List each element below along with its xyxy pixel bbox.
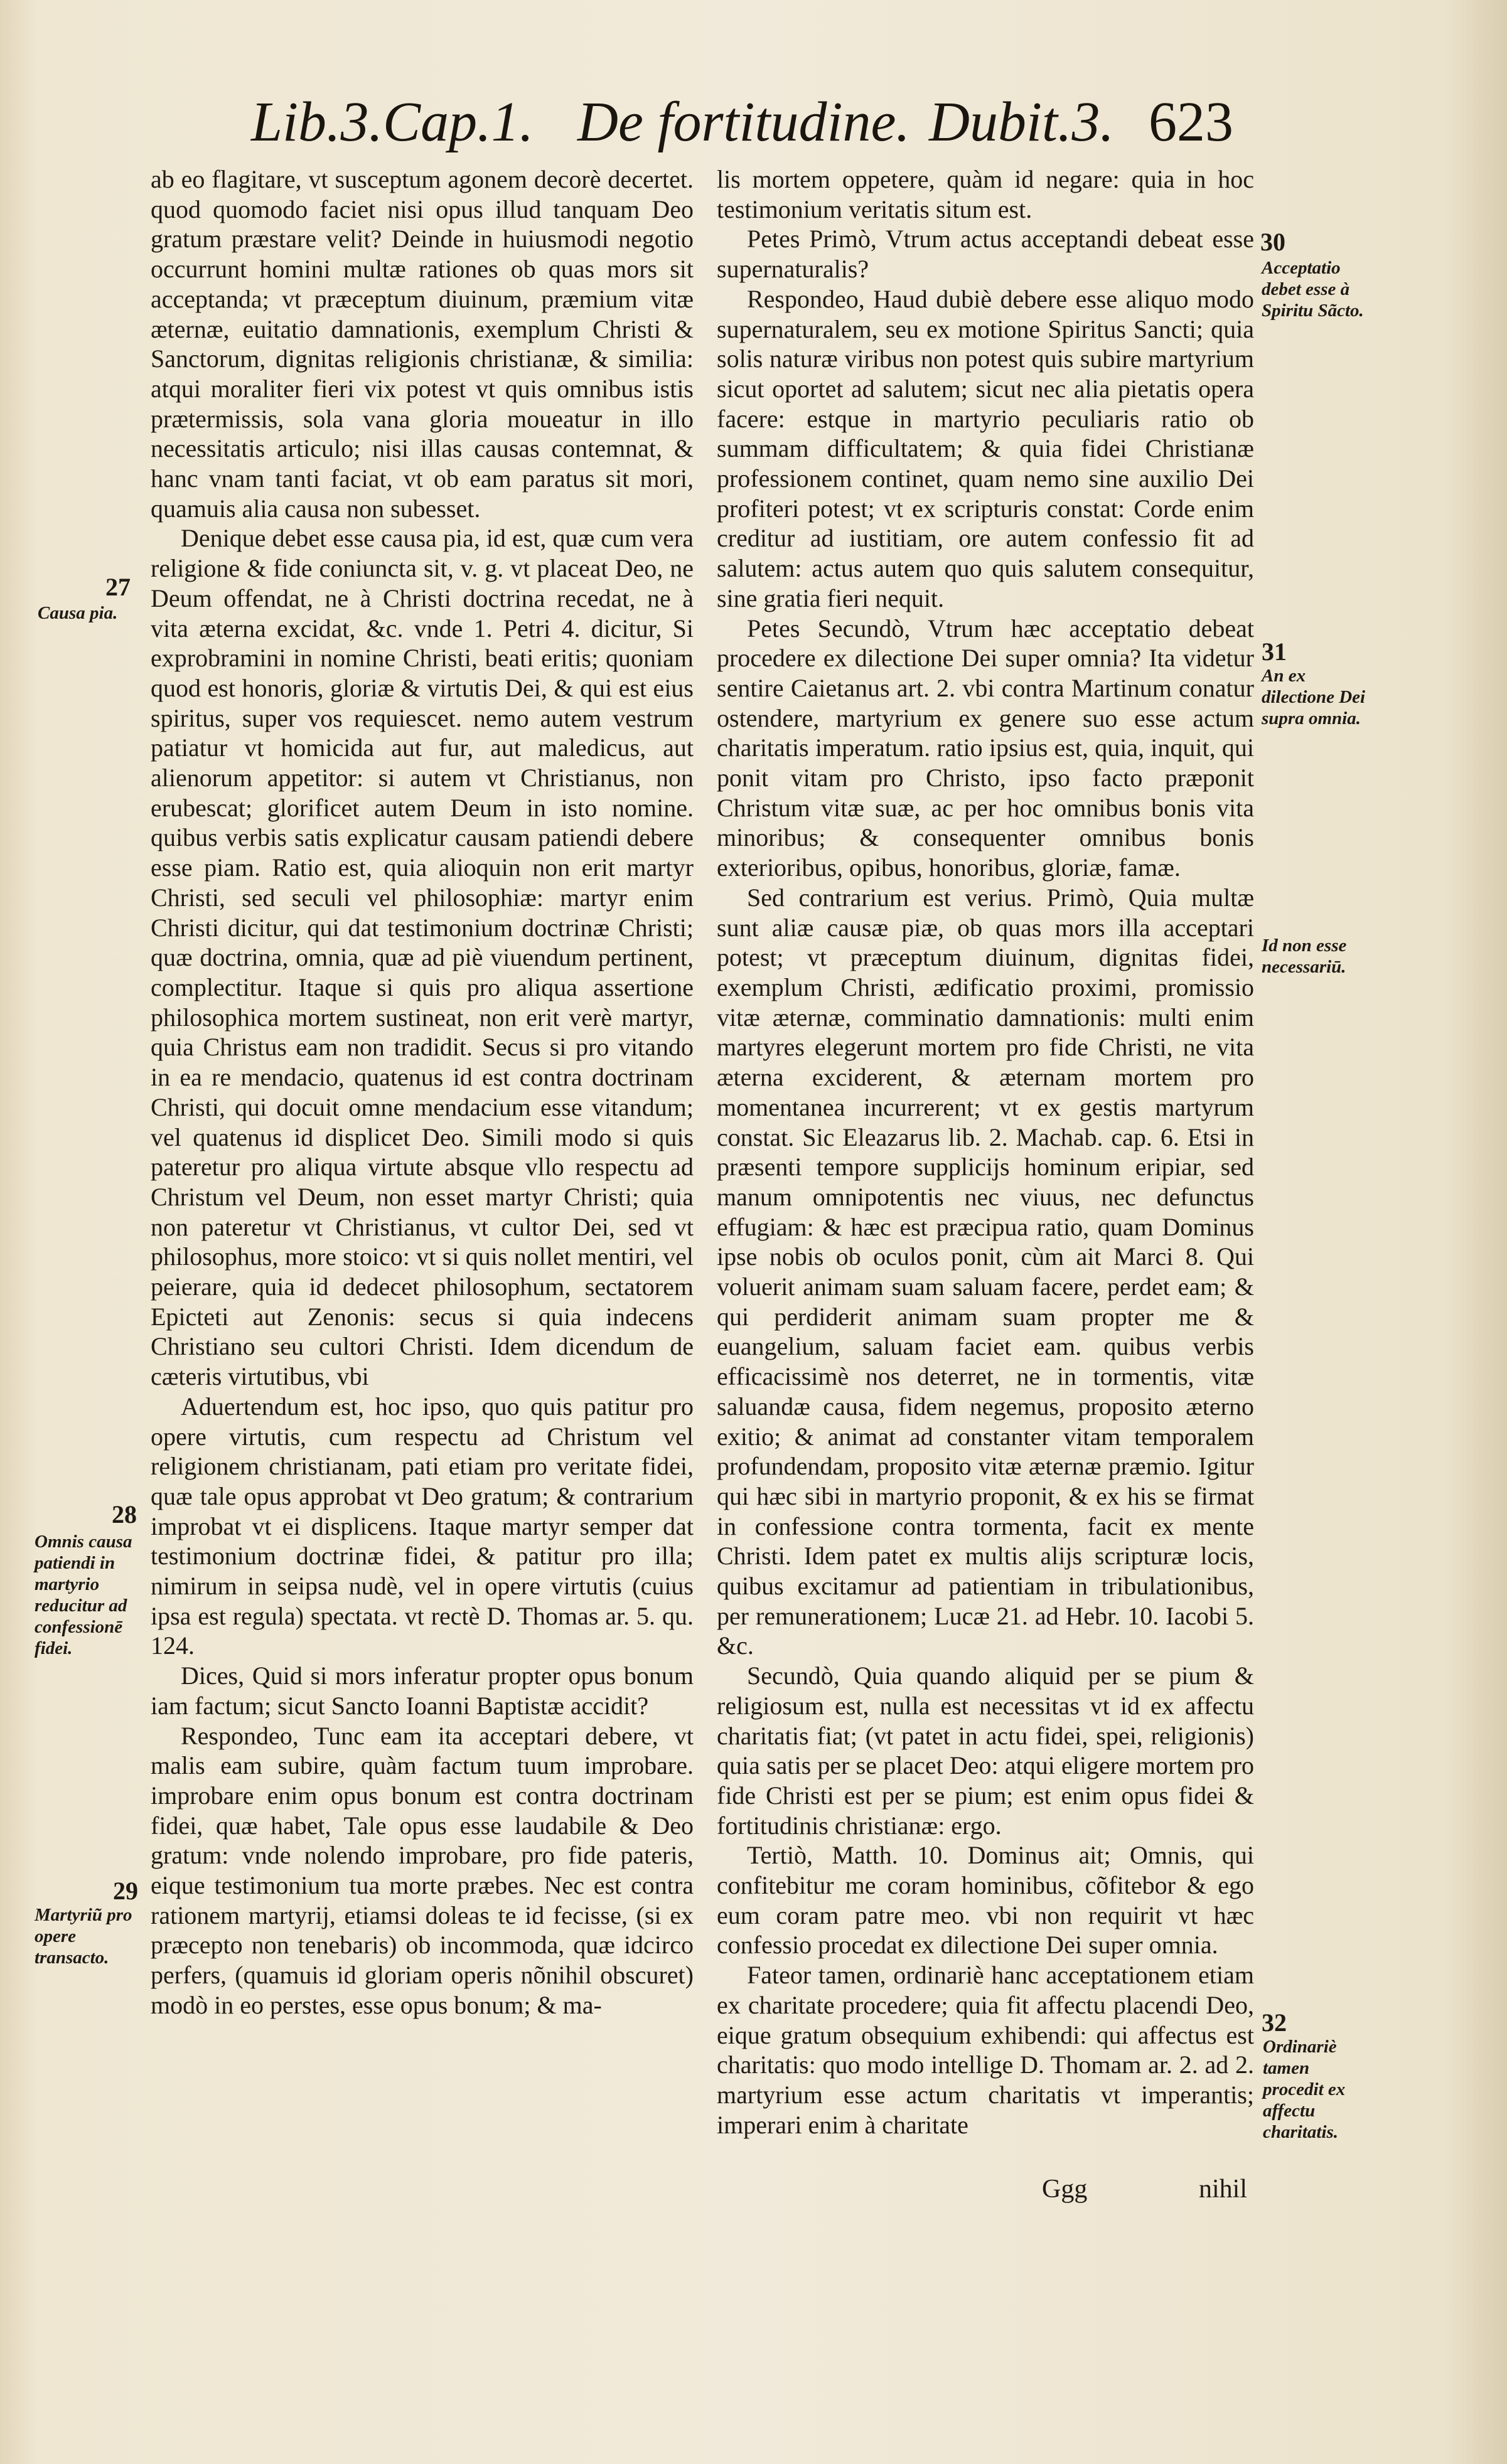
paragraph: Denique debet esse causa pia, id est, quæ cum vera religione & fide coniuncta sit, v. g. vt placeat Deo, ne Deum offendat, ne à Christi doctrina recedat, ne à vita æterna excidat, &c. vnde 1. Petri 4. dicitur, Si exprobramini in nomine Christi, beati eritis; quoniam quod est honoris, gloriæ & virtutis Dei, & qui est eius spiritus, super vos requiescet. nemo autem vestrum patiatur vt homicida aut fur, aut maledicus, aut alienorum appetitor: si autem vt Christianus, non erubescat; glorificet autem Deum in isto nomine. quibus verbis satis explicatur causam patiendi debere esse piam. Ratio est, quia alioquin non erit martyr Christi, sed seculi vel philosophiæ: martyr enim Christi dicitur, qui dat testimonium doctrinæ Christi; quæ doctrina, omnia, quæ ad piè viuendum pertinent, complectitur. Itaque si quis pro aliqua assertione philosophica mortem sustineat, non erit verè martyr, quia Christus eam non tradidit. Secus si pro vitando in ea re mendacio, quatenus id est contra doctrinam Christi, qui docuit omne mendacium esse vitandum; vel quatenus id displicet Deo. Simili modo si quis pateretur pro aliqua virtute absque vllo respectu ad Christum vel Deum, non esset martyr Christi; quia non pateretur vt Christianus, vt cultor Dei, sed vt philosophus, more stoico: vt si quis nollet mentiri, vel peierare, quia id dedecet philosophum, sectatorem Epicteti aut Zenonis: secus si quia indecens Christiano seu cultori Christi. Idem dicendum de cæteris virtutibus, vbi [151,524,694,1391]
paragraph: Petes Primò, Vtrum actus acceptandi debeat esse supernaturalis? [717,225,1254,284]
margin-note: Ordinariè tamen procedit ex affectu charitatis. [1263,2037,1346,2142]
margin-number: 29 [113,1877,138,1905]
paragraph: Petes Secundò, Vtrum hæc acceptatio debeat procedere ex dilectione Dei super omnia? Ita videtur sentire Caietanus art. 2. vbi contra Martinum conatur ostendere, martyrium ex genere suo esse actum charitatis imperatum. ratio ipsius est, quia, inquit, qui ponit vitam pro Christo, ipso facto præponit Christum vitæ suæ, ac per hoc omnibus bonis vita minoribus; & consequenter omnibus bonis exterioribus, opibus, honoribus, gloriæ, famæ. [717,614,1254,882]
margin-note: Causa pia. [38,603,118,623]
header-title: De fortitudine. [577,91,910,153]
paragraph: lis mortem oppetere, quàm id negare: quia in hoc testimonium veritatis situm est. [717,165,1254,223]
margin-number: 27 [105,573,131,601]
paragraph: ab eo flagitare, vt susceptum agonem decorè decertet. quod quomodo faciet nisi opus illud tanquam Deo gratum præstare velit? Deinde in huiusmodi negotio occurrunt homini multæ rationes ob quas mors sit acceptanda; vt præceptum diuinum, præmium vitæ æternæ, euitatio damnationis, exemplum Christi & Sanctorum, dignitas religionis christianæ, & similia: atqui moraliter fieri vix potest vt quis omnibus istis prætermissis, sola vana gloria moueatur in illo necessitatis articulo; nisi illas causas contemnat, & hanc vnam tanti faciat, vt ob eam paratus sit mori, quamuis alia causa non subesset. [151,165,694,523]
left-column [151,164,694,2020]
margin-note: An ex dilectione Dei supra omnia. [1262,666,1366,728]
header-dubit: Dubit.3. [929,91,1115,153]
running-header [251,88,1233,157]
paragraph: Respondeo, Haud dubiè debere esse aliquo modo supernaturalem, seu ex motione Spiritus Sancti; quia solis naturæ viribus non potest quis subire martyrium sicut oportet ad salutem; sicut nec alia pietatis opera facere: estque in martyrio peculiaris ratio ob summam difficultatem; & quia fidei Christianæ professionem continet, quam nemo sine auxilio Dei profiteri potest; vt ex scripturis constat: Corde enim creditur ad iustitiam, ore autem confessio fit ad salutem: actus autem quo quis salutem consequitur, sine gratia fieri nequit. [717,284,1254,612]
paragraph: Secundò, Quia quando aliquid per se pium & religiosum est, nulla est necessitas vt id ex affectu charitatis fiat; (vt patet in actu fidei, spei, religionis) quia satis per se placet Deo: atqui eligere mortem pro fide Christi est per se pium; est enim opus fidei & fortitudinis christianæ: ergo. [717,1661,1254,1840]
margin-note: Martyriũ pro opere transacto. [35,1905,132,1968]
paragraph: Aduertendum est, hoc ipso, quo quis patitur pro opere virtutis, cum respectu ad Christum vel religionem christianam, pati etiam pro veritate fidei, quæ tale opus approbat vt Deo gratum; & contrarium improbat vt ei displicens. Itaque martyr semper dat testimonium doctrinæ fidei, & patitur pro illa; nimirum in seipsa nudè, vel in opere virtutis (cuius ipsa est regula) spectata. vt rectè D. Thomas ar. 5. qu. 124. [151,1392,694,1660]
margin-note: Acceptatio debet esse à Spiritu Sãcto. [1262,258,1364,321]
margin-note: Id non esse necessariū. [1262,936,1347,977]
paragraph: Dices, Quid si mors inferatur propter opus bonum iam factum; sicut Sancto Ioanni Baptistæ accidit? [151,1661,694,1720]
margin-number: 30 [1260,228,1285,256]
paragraph: Respondeo, Tunc eam ita acceptari debere, vt malis eam subire, quàm factum tuum improbare. improbare enim opus bonum est contra doctrinam fidei, quæ habet, Tale opus esse laudabile & Deo gratum: vnde nolendo improbare, pro fide pateris, eique testimonium tua morte præbes. Nec est contra rationem martyrij, etiamsi doleas te id fecisse, (si ex præcepto non tenebaris) ob incommoda, quæ idcirco perfers, (quamuis id gloriam operis nõnihil obscuret) modò in eo perstes, esse opus bonum; & ma- [151,1721,694,2019]
right-column [717,164,1254,2140]
paragraph: Sed contrarium est verius. Primò, Quia multæ sunt aliæ causæ piæ, ob quas mors illa acceptari potest; vt præceptum diuinum, dignitas fidei, exemplum Christi, ædificatio proximi, promissio vitæ æternæ, comminatio damnationis: multi enim martyres elegerunt mortem pro fide Christi, ne vita æterna exciderent, & æternam mortem pro momentanea incurrerent; vt ex gestis martyrum constat. Sic Eleazarus lib. 2. Machab. cap. 6. Etsi in præsenti tempore supplicijs hominum eripiar, sed manum omnipotentis nec viuus, nec defunctus effugiam: & hæc est præcipua ratio, quam Dominus ipse nobis ob oculos ponit, cùm ait Marci 8. Qui voluerit animam suam saluam facere, perdet eam; & qui perdiderit animam suam propter me & euangelium, saluam faciet eam. quibus verbis efficacissimè nos deterret, ne in tormentis, vitæ saluandæ causa, fidem negemus, proposito æterno exitio; & animat ad constanter vitam temporalem profundendam, proposito vitæ æternæ præmio. Igitur qui hæc sibi in martyrio proponit, & ex his se firmat in confessione contra tormenta, facit ex mente Christi. Idem patet ex multis alijs scripturæ locis, quibus excitamur ad patientiam in tribulationibus, per remunerationem; Lucæ 21. ad Hebr. 10. Iacobi 5. &c. [717,883,1254,1660]
paragraph: Tertiò, Matth. 10. Dominus ait; Omnis, qui confitebitur me coram hominibus, cõfitebor & ego eum coram patre meo. vbi non requirit vt hæc confessio procedat ex dilectione Dei super omnia. [717,1841,1254,1960]
paragraph: Fateor tamen, ordinariè hanc acceptationem etiam ex charitate procedere; quia fit affectu placendi Deo, eique gratum obsequium exhibendi: qui affectus est charitatis: quo modo intellige D. Thomam ar. 2. ad 2. martyrium esse actum charitatis vt imperantis; imperari enim à charitate [717,1961,1254,2139]
header-book: Lib.3.Cap.1. [251,91,534,153]
catchword: nihil [1199,2175,1248,2204]
signature-mark: Ggg [1042,2175,1088,2204]
margin-number: 32 [1262,2008,1287,2037]
page-number: 623 [1149,91,1233,153]
margin-number: 28 [112,1500,137,1528]
margin-note: Omnis causa patiendi in martyrio reducitur ad confessionē fidei. [35,1532,132,1658]
margin-number: 31 [1262,637,1287,666]
